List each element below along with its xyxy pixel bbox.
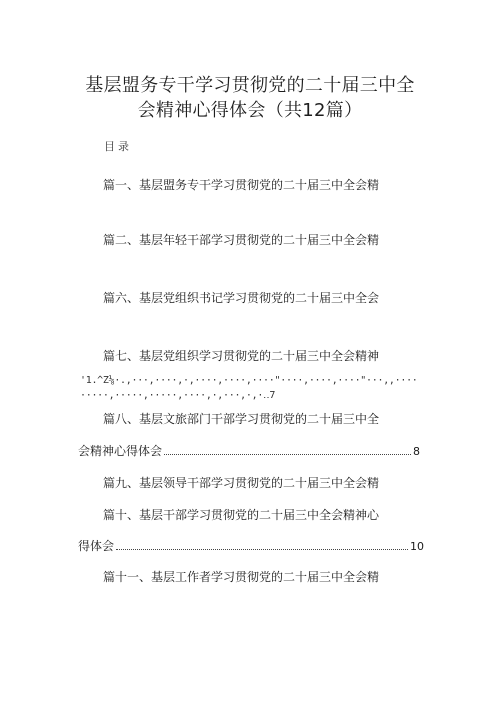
toc-item-2[interactable]: 篇二、基层年轻干部学习贯彻党的二十届三中全会精 [103, 233, 380, 247]
toc-heading: 目录 [104, 140, 132, 153]
toc-item-8-line-1[interactable]: 篇八、基层文旅部门干部学习贯彻党的二十届三中全 [103, 412, 380, 426]
toc-item-1[interactable]: 篇一、基层盟务专干学习贯彻党的二十届三中全会精 [103, 178, 380, 192]
toc-item-8-page-number: 8 [413, 445, 420, 458]
toc-item-8-continuation: 会精神心得体会 [78, 444, 163, 458]
dot-leader [164, 454, 411, 455]
toc-item-6[interactable]: 篇六、基层党组织书记学习贯彻党的二十届三中全会 [103, 291, 380, 305]
toc-garbled-leader-2: ·····,·····,·····,····,·,···,·,·‥7 [80, 390, 276, 401]
toc-item-9[interactable]: 篇九、基层领导干部学习贯彻党的二十届三中全会精 [103, 476, 380, 490]
document-title-line-2: 会精神心得体会（共12篇） [137, 100, 363, 121]
document-title-line-1: 基层盟务专干学习贯彻党的二十届三中全 [85, 75, 415, 96]
toc-item-10-line-2[interactable] [78, 538, 424, 555]
toc-garbled-leader-1: '1.^Z⅛·.,···,····,·,····,····,····"····,····,····"···,,···· [80, 375, 418, 386]
toc-item-10-page-number: 10 [410, 540, 424, 553]
toc-item-8-line-2[interactable] [78, 443, 420, 460]
toc-item-11[interactable]: 篇十一、基层工作者学习贯彻党的二十届三中全会精 [103, 570, 380, 584]
dot-leader [116, 549, 408, 550]
toc-item-10-continuation: 得体会 [78, 539, 115, 553]
toc-item-10-line-1[interactable]: 篇十、基层干部学习贯彻党的二十届三中全会精神心 [103, 508, 380, 522]
toc-item-7[interactable]: 篇七、基层党组织学习贯彻党的二十届三中全会精神 [103, 349, 380, 363]
